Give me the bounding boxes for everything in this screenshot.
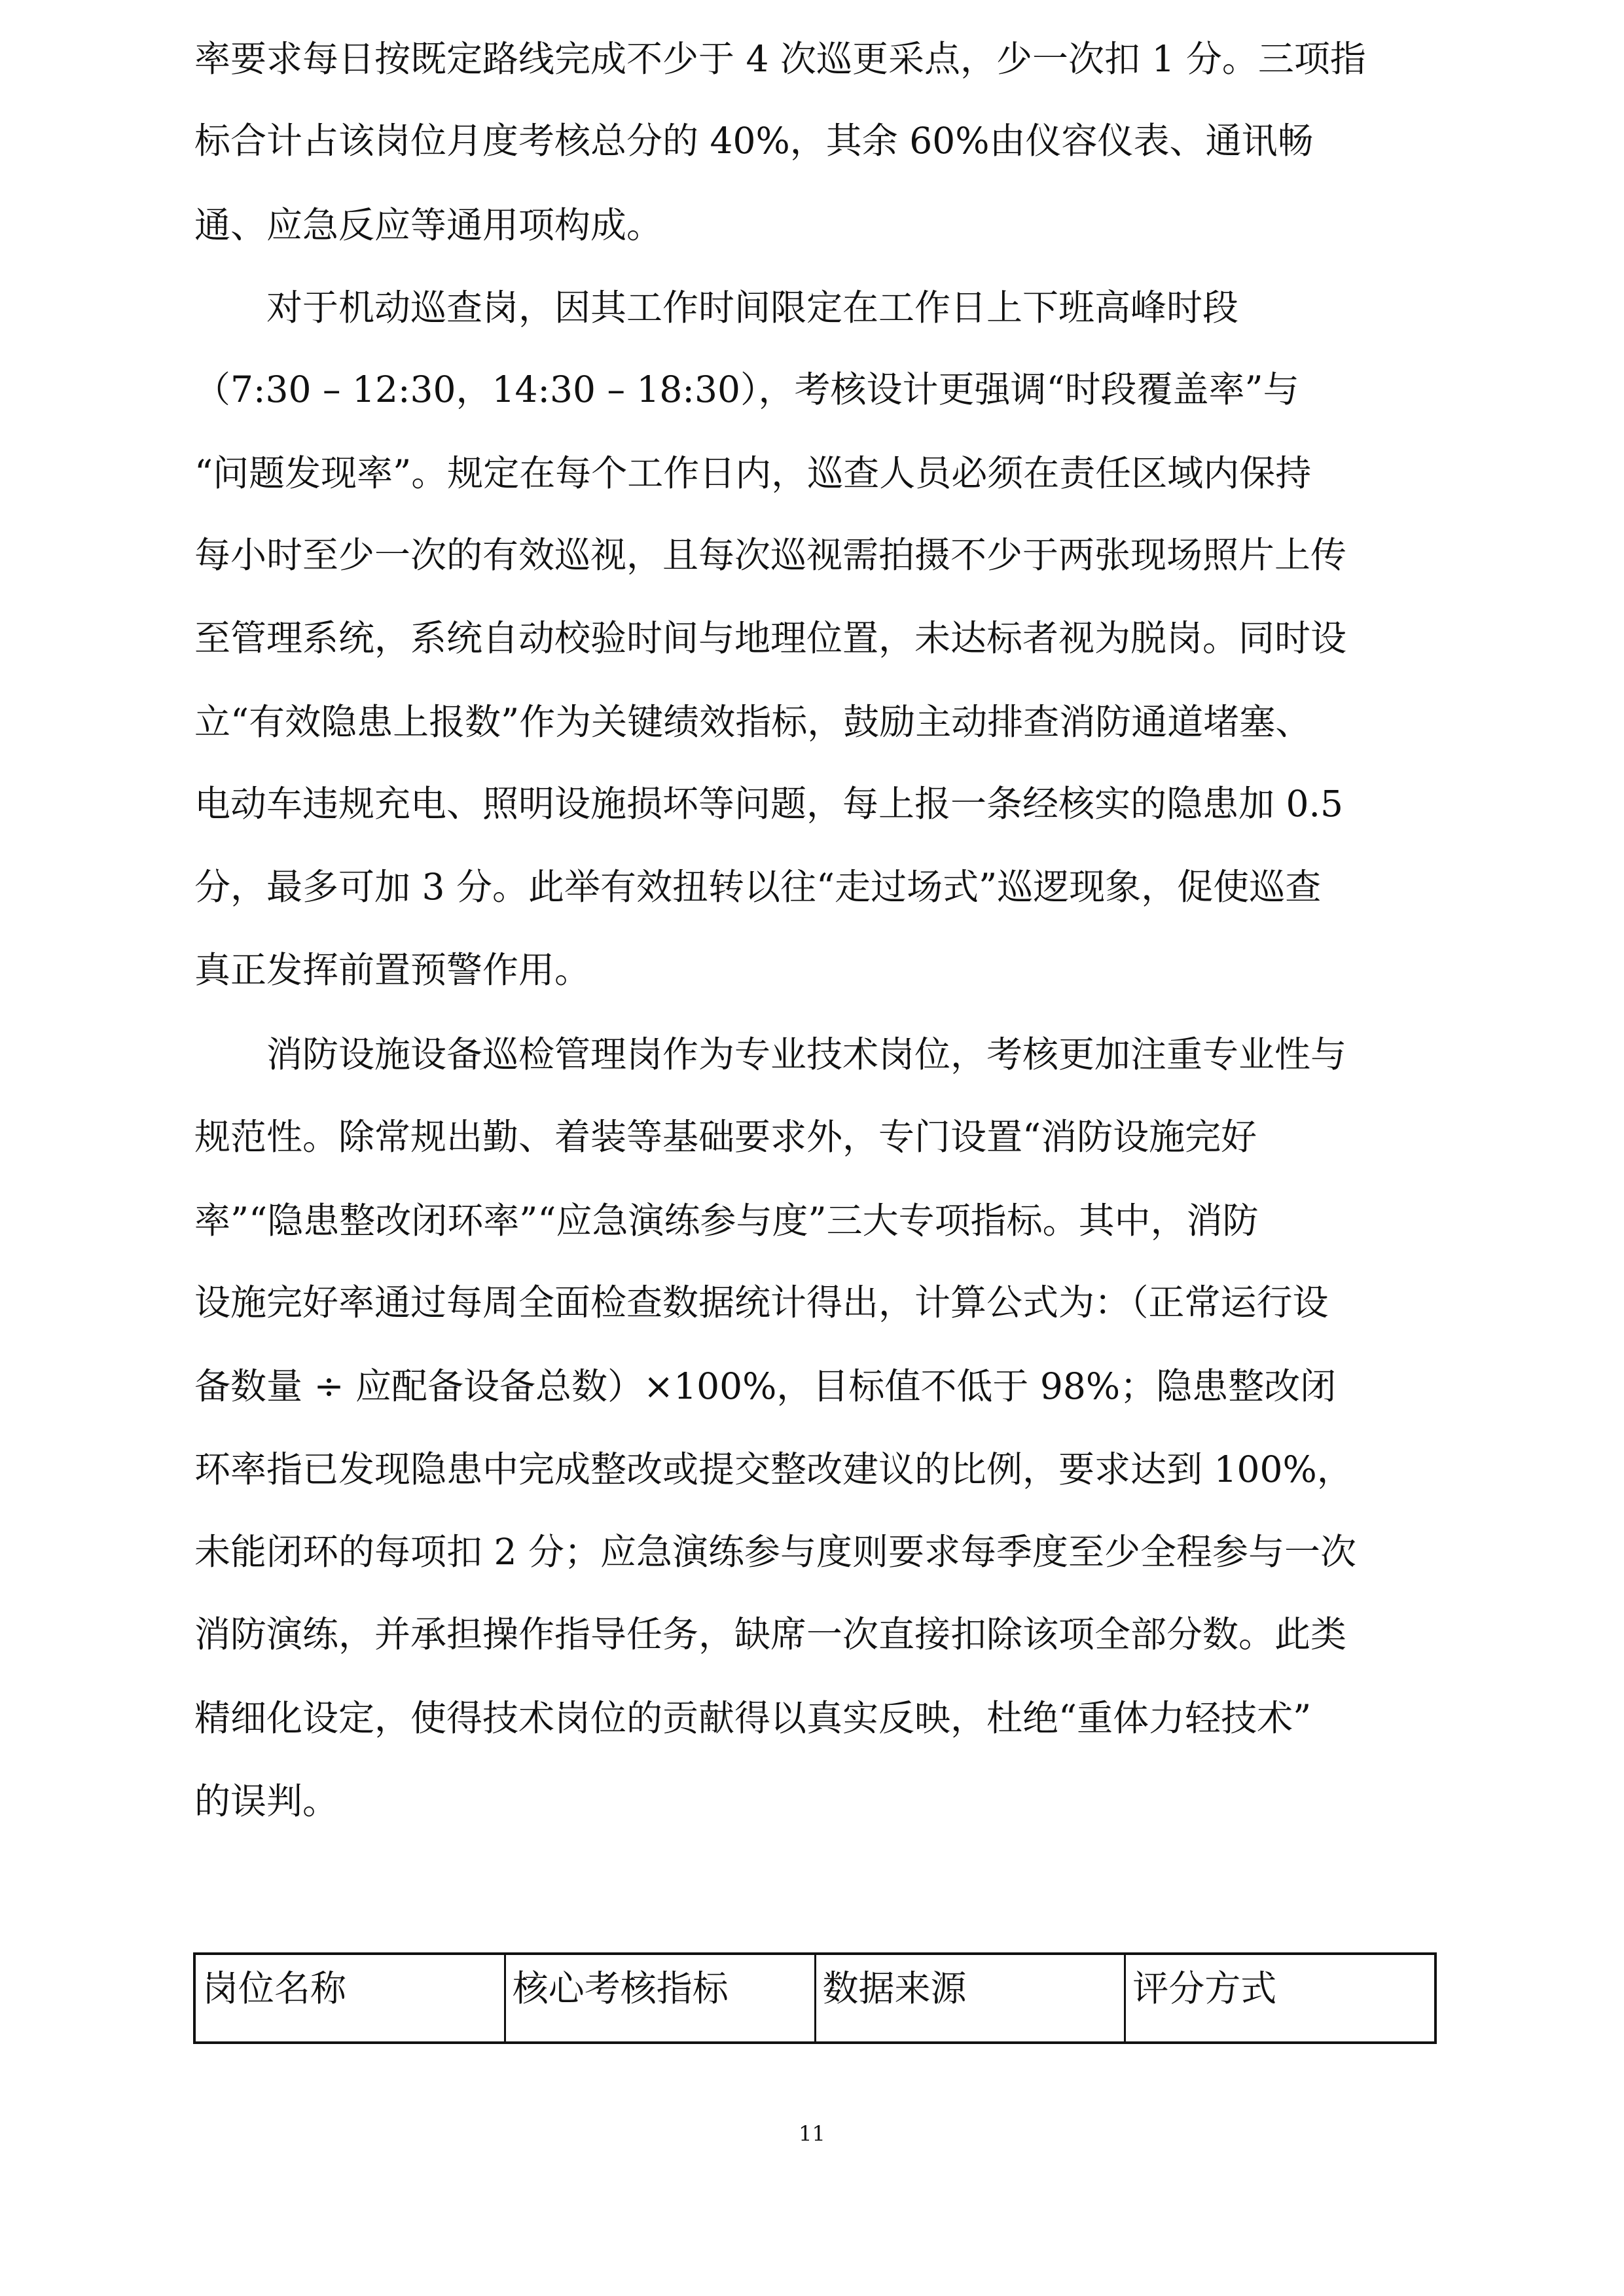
text-line: 规范性。除常规出勤、着装等基础要求外，专门设置“消防设施完好 — [194, 1116, 1257, 1158]
text-line: 未能闭环的每项扣 2 分；应急演练参与度则要求每季度至少全程参与一次 — [194, 1531, 1356, 1573]
text-line: 率要求每日按既定路线完成不少于 4 次巡更采点，少一次扣 1 分。三项指 — [194, 38, 1366, 80]
table-header-cell: 评分方式 — [1132, 1967, 1277, 2009]
text-line: 对于机动巡查岗，因其工作时间限定在工作日上下班高峰时段 — [194, 287, 1239, 329]
text-line: （7:30 – 12:30，14:30 – 18:30），考核设计更强调“时段覆盖率”与 — [194, 368, 1299, 410]
text-line: 至管理系统，系统自动校验时间与地理位置，未达标者视为脱岗。同时设 — [194, 617, 1347, 659]
assessment-table — [193, 1952, 1437, 2044]
text-line: 设施完好率通过每周全面检查数据统计得出，计算公式为：（正常运行设 — [194, 1282, 1329, 1323]
text-line: 率”“隐患整改闭环率”“应急演练参与度”三大专项指标。其中，消防 — [194, 1200, 1259, 1242]
text-line: 环率指已发现隐患中完成整改或提交整改建议的比例，要求达到 100%， — [194, 1448, 1353, 1490]
text-line: 备数量 ÷ 应配备设备总数）×100%，目标值不低于 98%；隐患整改闭 — [194, 1365, 1337, 1407]
text-line: 立“有效隐患上报数”作为关键绩效指标，鼓励主动排查消防通道堵塞、 — [194, 701, 1312, 743]
text-line: “问题发现率”。规定在每个工作日内，巡查人员必须在责任区域内保持 — [194, 452, 1312, 494]
table-header-cell: 核心考核指标 — [506, 1955, 816, 2041]
text-line: 每小时至少一次的有效巡视，且每次巡视需拍摄不少于两张现场照片上传 — [194, 534, 1347, 576]
text-line: 通、应急反应等通用项构成。 — [194, 204, 663, 246]
text-line: 电动车违规充电、照明设施损坏等问题，每上报一条经核实的隐患加 0.5 — [194, 783, 1343, 825]
text-line: 标合计占该岗位月度考核总分的 40%，其余 60%由仪容仪表、通讯畅 — [194, 120, 1314, 162]
text-line: 消防演练，并承担操作指导任务，缺席一次直接扣除该项全部分数。此类 — [194, 1613, 1347, 1655]
table-header-cell: 数据来源 — [816, 1955, 1127, 2041]
text-line: 分，最多可加 3 分。此举有效扭转以往“走过场式”巡逻现象，促使巡查 — [194, 866, 1322, 908]
page-number: 11 — [799, 2121, 825, 2146]
text-line: 真正发挥前置预警作用。 — [194, 949, 591, 991]
text-line: 精细化设定，使得技术岗位的贡献得以真实反映，杜绝“重体力轻技术” — [194, 1697, 1312, 1739]
table-header-cell: 岗位名称 — [196, 1955, 506, 2041]
text-line: 消防设施设备巡检管理岗作为专业技术岗位，考核更加注重专业性与 — [194, 1033, 1347, 1075]
text-line: 的误判。 — [194, 1780, 339, 1822]
